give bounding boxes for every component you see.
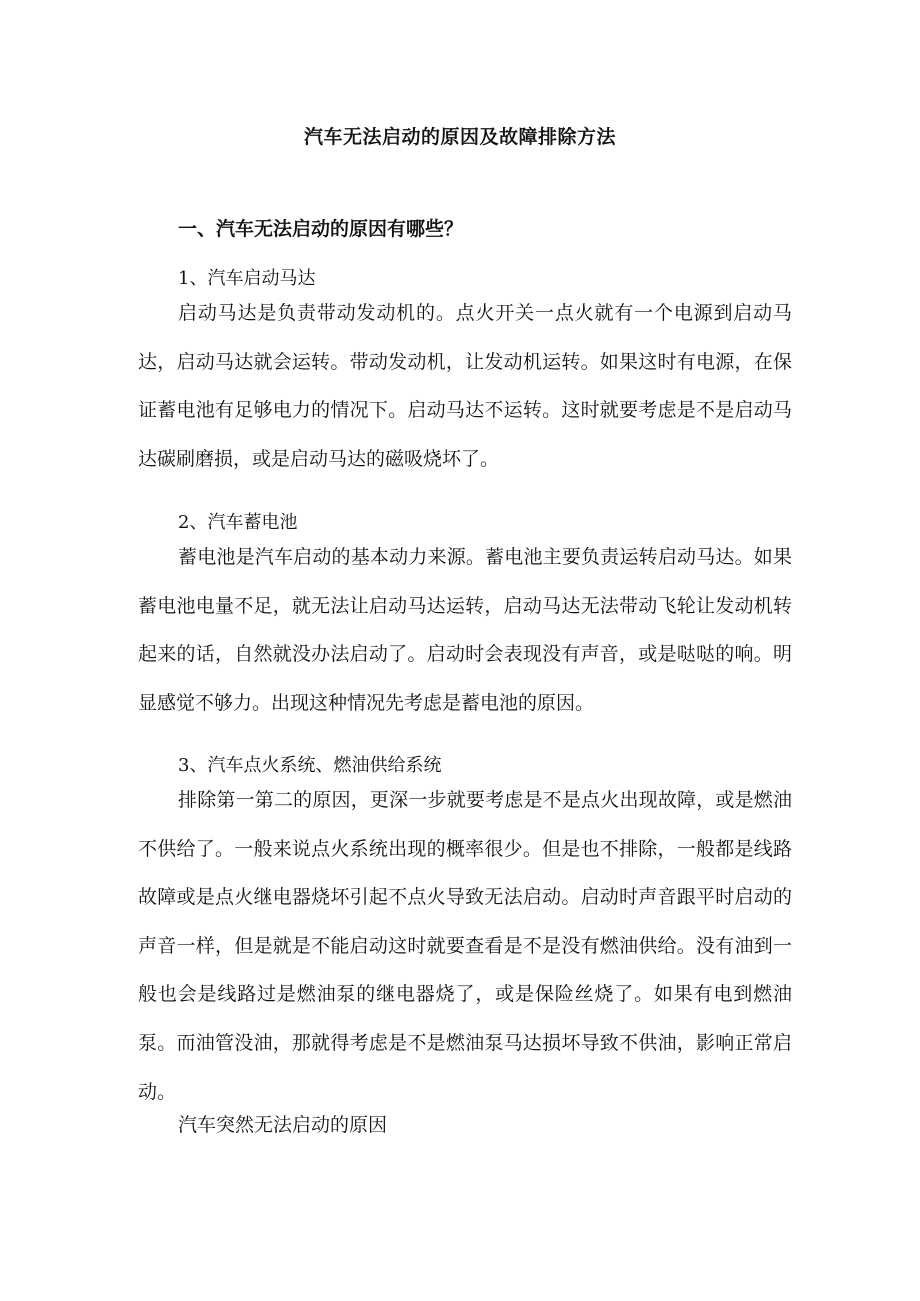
paragraph-starter-motor: 启动马达是负责带动发动机的。点火开关一点火就有一个电源到启动马达，启动马达就会运转。带动发动机，让发动机运转。如果这时有电源，在保证蓄电池有足够电力的情况下。启动马达不运转。这时就要考虑是不是启动马达碳刷磨损，或是启动马达的磁吸烧坏了。	[138, 302, 792, 470]
paragraph-ignition-fuel: 排除第一第二的原因，更深一步就要考虑是不是点火出现故障，或是燃油不供给了。一般来说点火系统出现的概率很少。但是也不排除，一般都是线路故障或是点火继电器烧坏引起不点火导致无法启动。启动时声音跟平时启动的声音一样，但是就是不能启动这时就要查看是不是没有燃油供给。没有油到一般也会是线路过是燃油泵的继电器烧了，或是保险丝烧了。如果有电到燃油泵。而油管没油，那就得考虑是不是燃油泵马达损坏导致不供油，影响正常启动。	[138, 789, 792, 1103]
item-heading-battery: 2、汽车蓄电池	[178, 512, 298, 533]
item-heading-starter-motor: 1、汽车启动马达	[178, 268, 316, 289]
document-title: 汽车无法启动的原因及故障排除方法	[303, 126, 616, 148]
closing-line: 汽车突然无法启动的原因	[178, 1114, 388, 1136]
item-heading-ignition-fuel: 3、汽车点火系统、燃油供给系统	[178, 755, 442, 776]
paragraph-battery: 蓄电池是汽车启动的基本动力来源。蓄电池主要负责运转启动马达。如果蓄电池电量不足，就无法让启动马达运转，启动马达无法带动飞轮让发动机转起来的话，自然就没办法启动了。启动时会表现没有声音，或是哒哒的响。明显感觉不够力。出现这种情况先考虑是蓄电池的原因。	[138, 546, 792, 714]
section-heading-causes: 一、汽车无法启动的原因有哪些？	[178, 218, 464, 240]
